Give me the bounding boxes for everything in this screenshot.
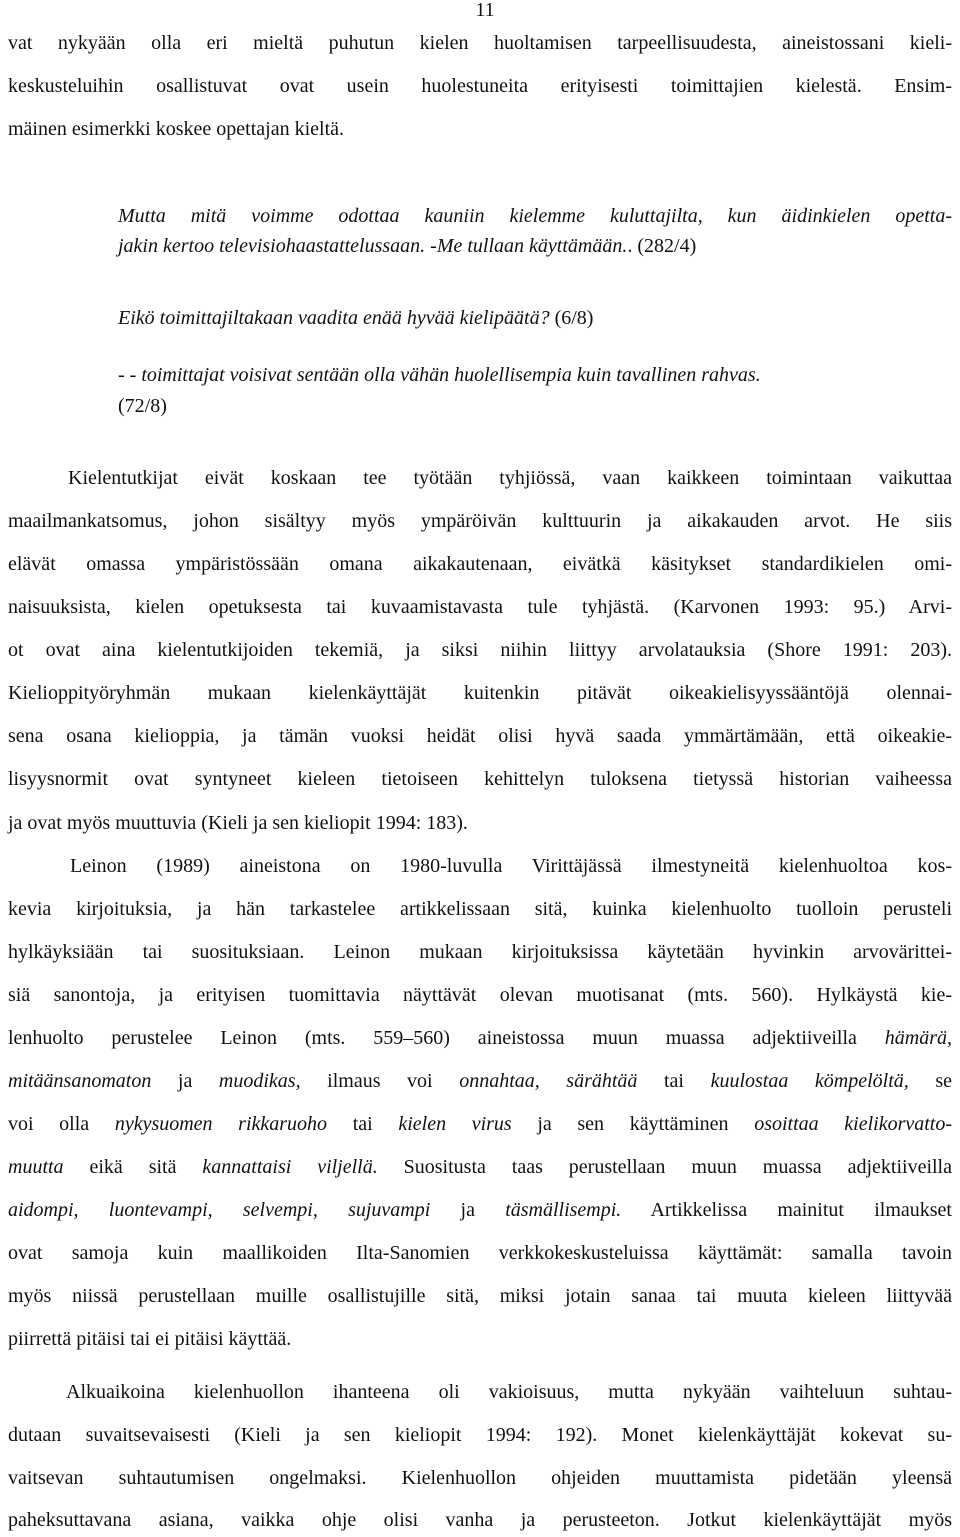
para-2-line-10: ovat samoja kuin maallikoiden Ilta-Sanomien verkkokeskusteluissa käyttämät: samalla tavoin bbox=[8, 1242, 952, 1264]
para-2-line-5: lenhuolto perustelee Leinon (mts. 559–560) aineistossa muun muassa adjektiiveilla hämärä, bbox=[8, 1027, 952, 1049]
para-2-line-4: siä sanontoja, ja erityisen tuomittavia näyttävät olevan muotisanat (mts. 560). Hylkäystä kie- bbox=[8, 984, 952, 1006]
para-1-line-5: ot ovat aina kielentutkijoiden tekemiä, ja siksi niihin liittyy arvolatauksia (Shore 1991: 203). bbox=[8, 639, 952, 661]
intro-line-2: keskusteluihin osallistuvat ovat usein huolestuneita erityisesti toimittajien kielestä. Ensim- bbox=[8, 75, 952, 97]
intro-line-1: vat nykyään olla eri mieltä puhutun kielen huoltamisen tarpeellisuudesta, aineistossani kieli- bbox=[8, 32, 952, 54]
para-2-line-3: hylkäyksiään tai suosituksiaan. Leinon mukaan kirjoituksissa käytetään hyvinkin arvovärittei- bbox=[8, 941, 952, 963]
para-3-line-2: dutaan suvaitsevaisesti (Kieli ja sen kieliopit 1994: 192). Monet kielenkäyttäjät kokevat su- bbox=[8, 1424, 952, 1446]
para-3-line-1: Alkuaikoina kielenhuollon ihanteena oli vakioisuus, mutta nykyään vaihteluun suhtau- bbox=[66, 1381, 952, 1403]
para-2-line-11: myös niissä perustellaan muille osallistujille sitä, miksi jotain sanaa tai muuta kieleen liittyvää bbox=[8, 1285, 952, 1307]
para-1-line-2: maailmankatsomus, johon sisältyy myös ympäröivän kulttuurin ja aikakauden arvot. He siis bbox=[8, 510, 952, 532]
quote-1-line-2: jakin kertoo televisiohaastattelussaan. -Me tullaan käyttämään.. (282/4) bbox=[118, 235, 697, 257]
page-number: 11 bbox=[475, 0, 495, 21]
para-2-line-1: Leinon (1989) aineistona on 1980-luvulla Virittäjässä ilmestyneitä kielenhuoltoa kos- bbox=[70, 855, 952, 877]
quote-1-ref: . (282/4) bbox=[627, 235, 697, 257]
para-2-line-2: kevia kirjoituksia, ja hän tarkastelee artikkelissaan sitä, kuinka kielenhuolto tuolloin perusteli bbox=[8, 898, 952, 920]
quote-3-ref: (72/8) bbox=[118, 395, 167, 417]
para-2-line-7: voi olla nykysuomen rikkaruoho tai kielen virus ja sen käyttäminen osoittaa kielikorvatto- bbox=[8, 1113, 953, 1135]
para-3-line-3: vaitsevan suhtautumisen ongelmaksi. Kielenhuollon ohjeiden muuttamista pidetään yleensä bbox=[8, 1467, 952, 1489]
para-1-line-7: sena osana kielioppia, ja tämän vuoksi heidät olisi hyvä saada ymmärtämään, että oikeakie- bbox=[8, 725, 952, 747]
para-3-line-4: paheksuttavana asiana, vaikka ohje olisi vanha ja perusteeton. Jotkut kielenkäyttäjät myös bbox=[8, 1509, 952, 1531]
para-2-line-8: muutta eikä sitä kannattaisi viljellä. Suositusta taas perustellaan muun muassa adjektiiveilla bbox=[8, 1156, 952, 1178]
quote-1-line-1: Mutta mitä voimme odottaa kauniin kielemme kuluttajilta, kun äidinkielen opetta- bbox=[118, 205, 952, 227]
quote-3-line-1: - - toimittajat voisivat sentään olla vähän huolellisempia kuin tavallinen rahvas. bbox=[118, 364, 761, 386]
quote-2-ref: (6/8) bbox=[549, 307, 594, 329]
para-2-line-6: mitäänsanomaton ja muodikas, ilmaus voi onnahtaa, särähtää tai kuulostaa kömpelöltä, se bbox=[8, 1070, 953, 1092]
para-2-line-9: aidompi, luontevampi, selvempi, sujuvampi ja täsmällisempi. Artikkelissa mainitut ilmaukset bbox=[8, 1199, 952, 1221]
intro-line-3: mäinen esimerkki koskee opettajan kieltä. bbox=[8, 118, 344, 140]
para-1-line-1: Kielentutkijat eivät koskaan tee työtään tyhjiössä, vaan kaikkeen toimintaan vaikuttaa bbox=[68, 467, 952, 489]
para-1-line-9: ja ovat myös muuttuvia (Kieli ja sen kieliopit 1994: 183). bbox=[8, 812, 468, 834]
para-1-line-4: naisuuksista, kielen opetuksesta tai kuvaamistavasta tule tyhjästä. (Karvonen 1993: 95.) Arvi- bbox=[8, 596, 952, 618]
para-1-line-8: lisyysnormit ovat syntyneet kieleen tietoiseen kehittelyn tuloksena tietyssä historian vaiheessa bbox=[8, 768, 952, 790]
para-2-line-12: piirrettä pitäisi tai ei pitäisi käyttää. bbox=[8, 1328, 292, 1350]
quote-2: Eikö toimittajiltakaan vaadita enää hyvää kielipäätä? (6/8) bbox=[118, 307, 594, 329]
para-1-line-6: Kielioppityöryhmän mukaan kielenkäyttäjät kuitenkin pitävät oikeakielisyyssääntöjä olennai- bbox=[8, 682, 952, 704]
para-1-line-3: elävät omassa ympäristössään omana aikakautenaan, eivätkä käsitykset standardikielen omi- bbox=[8, 553, 952, 575]
